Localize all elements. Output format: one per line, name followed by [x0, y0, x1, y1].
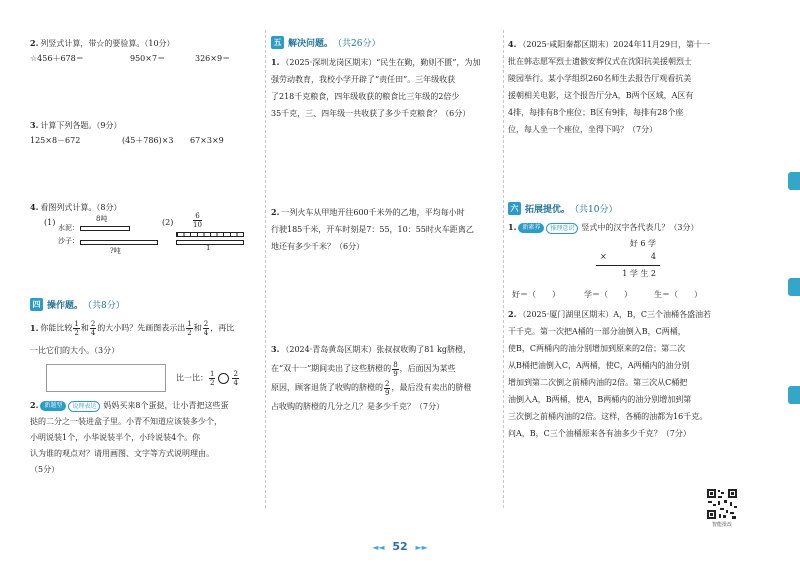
figure-1-segment-diagram: 水泥： 8吨 沙子： ?吨 — [58, 214, 158, 260]
section-badge: 四 — [30, 298, 43, 311]
question-4-col1: 4. 看图列式计算。（8分） — [30, 202, 122, 212]
extend-question-2: 2. （2025·厦门湖里区期末）A，B，C三个油桶各盛油若 干千克。第一次把A桶的一部分油倒入B，C两桶， 使B，C两桶内的油分别增加到原来的2倍；第二次 从B桶把油倒入C，A两桶，使C，A两桶内的油分别 增加到第二次倒之前桶内油的2倍。第三次从C桶把 油倒入A，B两桶，使A，B两桶内的油分别增加到第 三次倒之前桶内油的2倍。这样，各桶的油都为16千克。 问A，B，C三个油桶原来各有油多少千克？（7分） — [508, 309, 712, 438]
extend-question-1: 1. 新素养 推理意识 竖式中的汉字各代表几？（3分） — [508, 222, 699, 232]
question-3-col1: 3. 计算下列各题。（9分） — [30, 120, 122, 130]
vertical-line — [596, 265, 660, 266]
section-badge: 五 — [271, 36, 284, 49]
question-2-col1: 2. 列竖式计算，带☆的要验算。（10分） — [30, 38, 175, 48]
vertical-multiplication: 好 6 学 × 4 1 学 生 2 — [596, 238, 660, 286]
operation-question-2: 2. 新题型 说理表达 妈妈买来8个蛋挞，让小青把这些蛋 挞的二分之一装进盒子里。小青不知道应该装多少个， 小明说装1个，小华说装半个，小玲说装4个。你 认为谁的观点对？请用画图、文字等方式说明理由。 （5分） — [30, 400, 229, 474]
reasoning-tag: 说理表达 — [68, 401, 100, 412]
figure-2-label: (2) — [162, 218, 174, 227]
operation-question-1-line2: 一比它们的大小。（3分） — [30, 346, 120, 355]
column-divider — [265, 30, 266, 508]
qr-caption: 智能批改 — [711, 522, 732, 528]
new-type-tag: 新题型 — [40, 401, 66, 411]
compare-prompt: 比一比： $\frac{1}{2}$ $\frac{2}{4}$ — [176, 370, 238, 387]
sand-bar — [80, 240, 158, 245]
solve-question-4: 4. （2025·咸阳秦都区期末）2024年11月29日，第十一 批在韩志愿军烈士遗骸安葬仪式在沈阳抗美援朝烈士 陵园举行。某小学组织260名师生去报告厅观看抗美 援朝相关电影，这个报告厅分A，B两个区域，A区有 4排，每排有8个座位；B区有9排，每排有28个座 位，每人坐一个座位，坐得下吗？（7分） — [508, 39, 710, 134]
next-page-icon[interactable]: ►► — [415, 543, 428, 552]
reasoning-awareness-tag: 推理意识 — [546, 223, 578, 234]
side-tab[interactable] — [788, 386, 800, 404]
new-literacy-tag: 新素养 — [518, 223, 544, 233]
figure-2-segment-diagram: $\frac{6}{10}$ 1 — [176, 214, 256, 260]
section-header-solve: 五 解决问题。 （共26分） — [271, 36, 380, 49]
drawing-box[interactable] — [46, 364, 166, 392]
prev-page-icon[interactable]: ◄◄ — [372, 543, 385, 552]
figure-1-label: (1) — [44, 218, 56, 227]
page-number: 52 — [392, 540, 408, 553]
solve-question-2: 2. 一列火车从甲地开往600千米外的乙地，平均每小时 行驶185千米，开车时刻是7：55，10：55时火车距离乙 地还有多少千米？（6分） — [271, 207, 474, 251]
column-divider — [503, 30, 504, 508]
fraction-bar-1 — [176, 232, 244, 237]
side-tab[interactable] — [788, 172, 800, 190]
side-tab[interactable] — [788, 278, 800, 296]
solve-question-3: 3. （2024·青岛黄岛区期末）张叔叔收购了81 kg脐橙， 在“双十一”期间卖出了这些脐橙的 $\frac{8}{9}$ ，后面因为某些 原因，顾客退货了收购的脐橙的 $\frac{2}{9}$ ，最后没有卖出的脐橙 占收购的脐橙的几分之几？是多少千克？（7分） — [271, 344, 472, 411]
cement-bar — [80, 226, 130, 231]
page-number-footer — [0, 540, 800, 553]
compare-circle[interactable] — [218, 373, 229, 384]
section-badge: 六 — [508, 202, 521, 215]
section-header-operation: 四 操作题。 （共8分） — [30, 298, 125, 311]
qr-code-icon[interactable] — [706, 488, 738, 520]
section-header-extend: 六 拓展提优。 （共10分） — [508, 202, 617, 215]
solve-question-1: 1. （2025·深圳龙岗区期末）“民生在勤，勤则不匮”，为加 强劳动教育，我校小学开辟了“责任田”。三年级收获 了218千克粮食，四年级收获的粮食比三年级的2倍少 35千克，三、四年级一共收获了多少千克粮食？（6分） — [271, 57, 481, 118]
operation-question-1: 1. 你能比较 $\frac{1}{2}$ 和 $\frac{2}{4}$ 的大小吗？先画图表示出 $\frac{1}{2}$ 和 $\frac{2}{4}$ ，再比 — [30, 320, 235, 337]
